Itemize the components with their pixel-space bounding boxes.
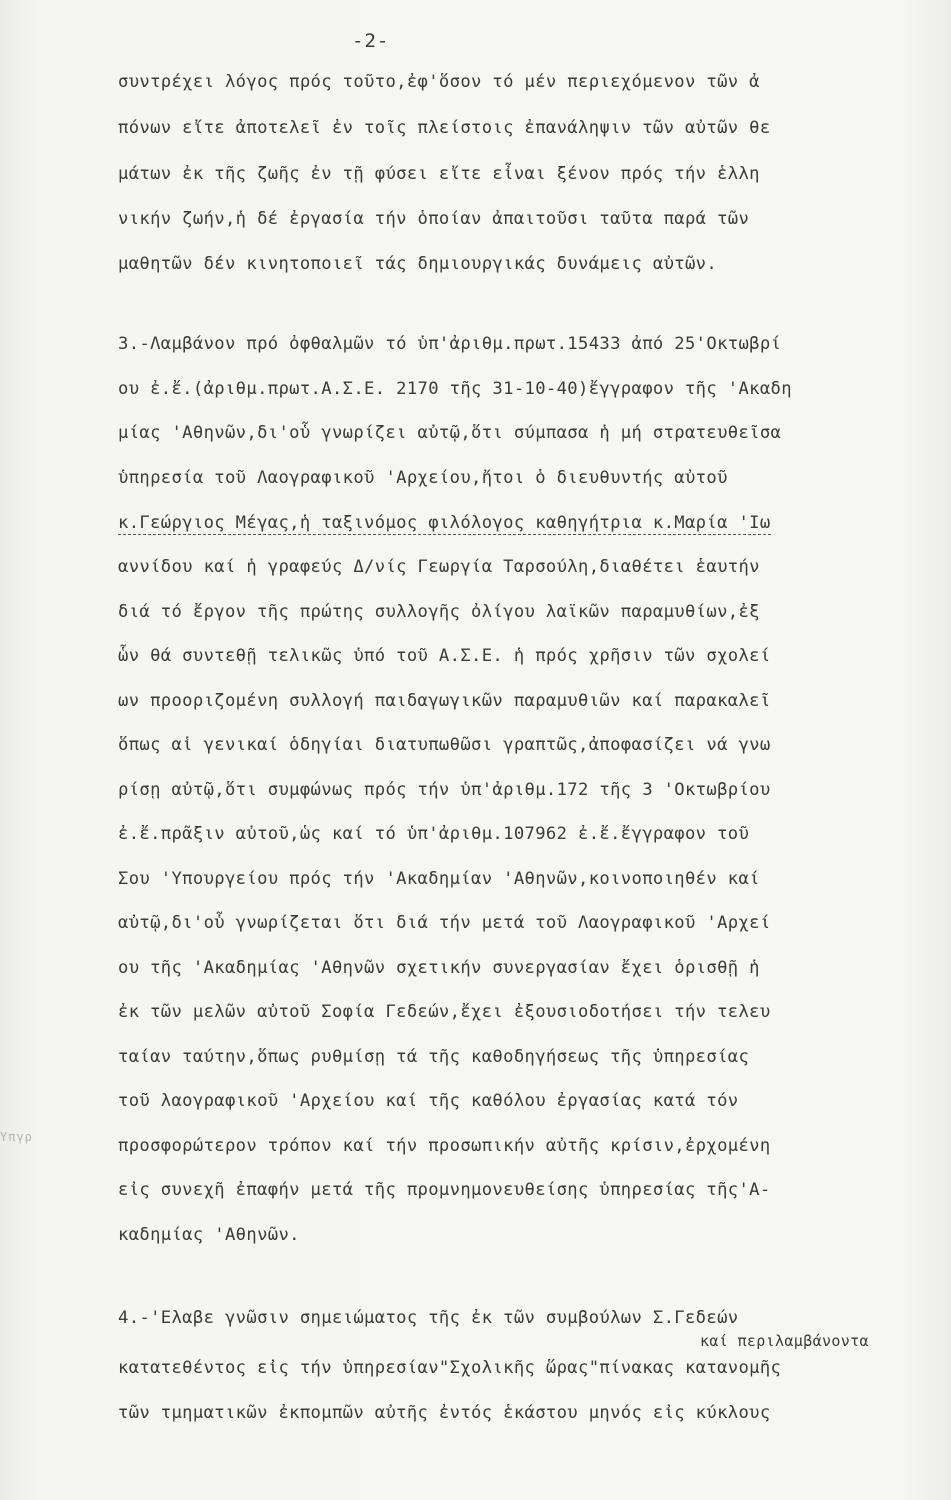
text-line: κ.Γεώργιος Μέγας,ἡ ταξινόμος φιλόλογος καθηγήτρια κ.Μαρία 'Ιω	[118, 515, 771, 535]
text-line: νικήν ζωήν,ἡ δέ ἐργασία τήν ὁποίαν ἀπαιτοῦσι ταῦτα παρά τῶν	[118, 209, 750, 229]
text-line: 3.-Λαμβάνον πρό ὀφθαλμῶν τό ὑπ'ἀριθμ.πρωτ.15433 ἀπό 25'Οκτωβρί	[118, 334, 782, 354]
page-number: -2-	[352, 30, 390, 52]
text-line: ἐκ τῶν μελῶν αὐτοῦ Σοφία Γεδεών,ἔχει ἐξουσιοδοτήσει τήν τελευ	[118, 1002, 771, 1022]
text-line: καδημίας 'Αθηνῶν.	[118, 1225, 300, 1245]
text-line: εἰς συνεχῆ ἐπαφήν μετά τῆς προμνημονευθείσης ὑπηρεσίας τῆς'Α-	[118, 1180, 771, 1200]
text-line: πόνων εἴτε ἀποτελεῖ ἐν τοῖς πλείστοις ἐπανάληψιν τῶν αὐτῶν θε	[118, 118, 771, 138]
text-line: ὅπως αἱ γενικαί ὁδηγίαι διατυπωθῶσι γραπτῶς,ἀποφασίζει νά γνω	[118, 735, 771, 755]
text-line: προσφορώτερον τρόπον καί τήν προσωπικήν αὐτῆς κρίσιν,ἐρχομένη	[118, 1136, 771, 1156]
text-line: ου ἐ.ἔ.(ἀριθμ.πρωτ.Α.Σ.Ε. 2170 τῆς 31-10-40)ἔγγραφον τῆς 'Ακαδη	[118, 379, 792, 399]
text-line: ου τῆς 'Ακαδημίας 'Αθηνῶν σχετικήν συνεργασίαν ἔχει ὁρισθῇ ἡ	[118, 958, 760, 978]
text-line: ων προοριζομένη συλλογή παιδαγωγικῶν παραμυθιῶν καί παρακαλεῖ	[118, 691, 771, 711]
text-line: 4.-'Ελαβε γνῶσιν σημειώματος τῆς ἐκ τῶν συμβούλων Σ.Γεδεών	[118, 1308, 739, 1328]
text-line: μάτων ἐκ τῆς ζωῆς ἐν τῇ φύσει εἴτε εἶναι ξένον πρός τήν ἑλλη	[118, 164, 760, 184]
text-line: αὐτῷ,δι'οὗ γνωρίζεται ὅτι διά τήν μετά τοῦ Λαογραφικοῦ 'Αρχεί	[118, 913, 771, 933]
text-line: ἐ.ἔ.πρᾶξιν αὐτοῦ,ὡς καί τό ὑπ'ἀριθμ.107962 ἐ.ἔ.ἔγγραφον τοῦ	[118, 824, 750, 844]
text-line: τῶν τμηματικῶν ἐκπομπῶν αὐτῆς ἐντός ἑκάστου μηνός εἰς κύκλους	[118, 1403, 771, 1423]
text-line: κατατεθέντος εἰς τήν ὑπηρεσίαν"Σχολικῆς ὥρας"πίνακας κατανομῆς	[118, 1358, 782, 1378]
text-line: μαθητῶν δέν κινητοποιεῖ τάς δημιουργικάς δυνάμεις αὐτῶν.	[118, 254, 718, 274]
text-line: ρίσῃ αὐτῷ,ὅτι συμφώνως πρός τήν ὑπ'ἀριθμ.172 τῆς 3 'Οκτωβρίου	[118, 780, 771, 800]
text-line: Σου 'Υπουργείου πρός τήν 'Ακαδημίαν 'Αθηνῶν,κοινοποιηθέν καί	[118, 869, 760, 889]
margin-mark: Ύπγρ	[0, 1130, 33, 1144]
text-line: αννίδου καί ἡ γραφεύς Δ/νίς Γεωργία Ταρσούλη,διαθέτει ἑαυτήν	[118, 557, 760, 577]
text-line: τοῦ λαογραφικοῦ 'Αρχείου καί τῆς καθόλου ἐργασίας κατά τόν	[118, 1091, 739, 1111]
text-line: μίας 'Αθηνῶν,δι'οὗ γνωρίζει αὐτῷ,ὅτι σύμπασα ἡ μή στρατευθεῖσα	[118, 423, 782, 443]
text-line: συντρέχει λόγος πρός τοῦτο,ἐφ'ὅσον τό μέν περιεχόμενον τῶν ἀ	[118, 72, 760, 92]
text-line: ὧν θά συντεθῇ τελικῶς ὑπό τοῦ Α.Σ.Ε. ἡ πρός χρῆσιν τῶν σχολεί	[118, 646, 771, 666]
text-line: ὑπηρεσία τοῦ Λαογραφικοῦ 'Αρχείου,ἤτοι ὁ διευθυντής αὐτοῦ	[118, 468, 728, 488]
text-line: ταίαν ταύτην,ὅπως ρυθμίσῃ τά τῆς καθοδηγήσεως τῆς ὑπηρεσίας	[118, 1047, 750, 1067]
text-insertion: καί περιλαμβάνοντα	[700, 1332, 869, 1350]
text-line: διά τό ἔργον τῆς πρώτης συλλογῆς ὀλίγου λαϊκῶν παραμυθίων,ἐξ	[118, 602, 760, 622]
